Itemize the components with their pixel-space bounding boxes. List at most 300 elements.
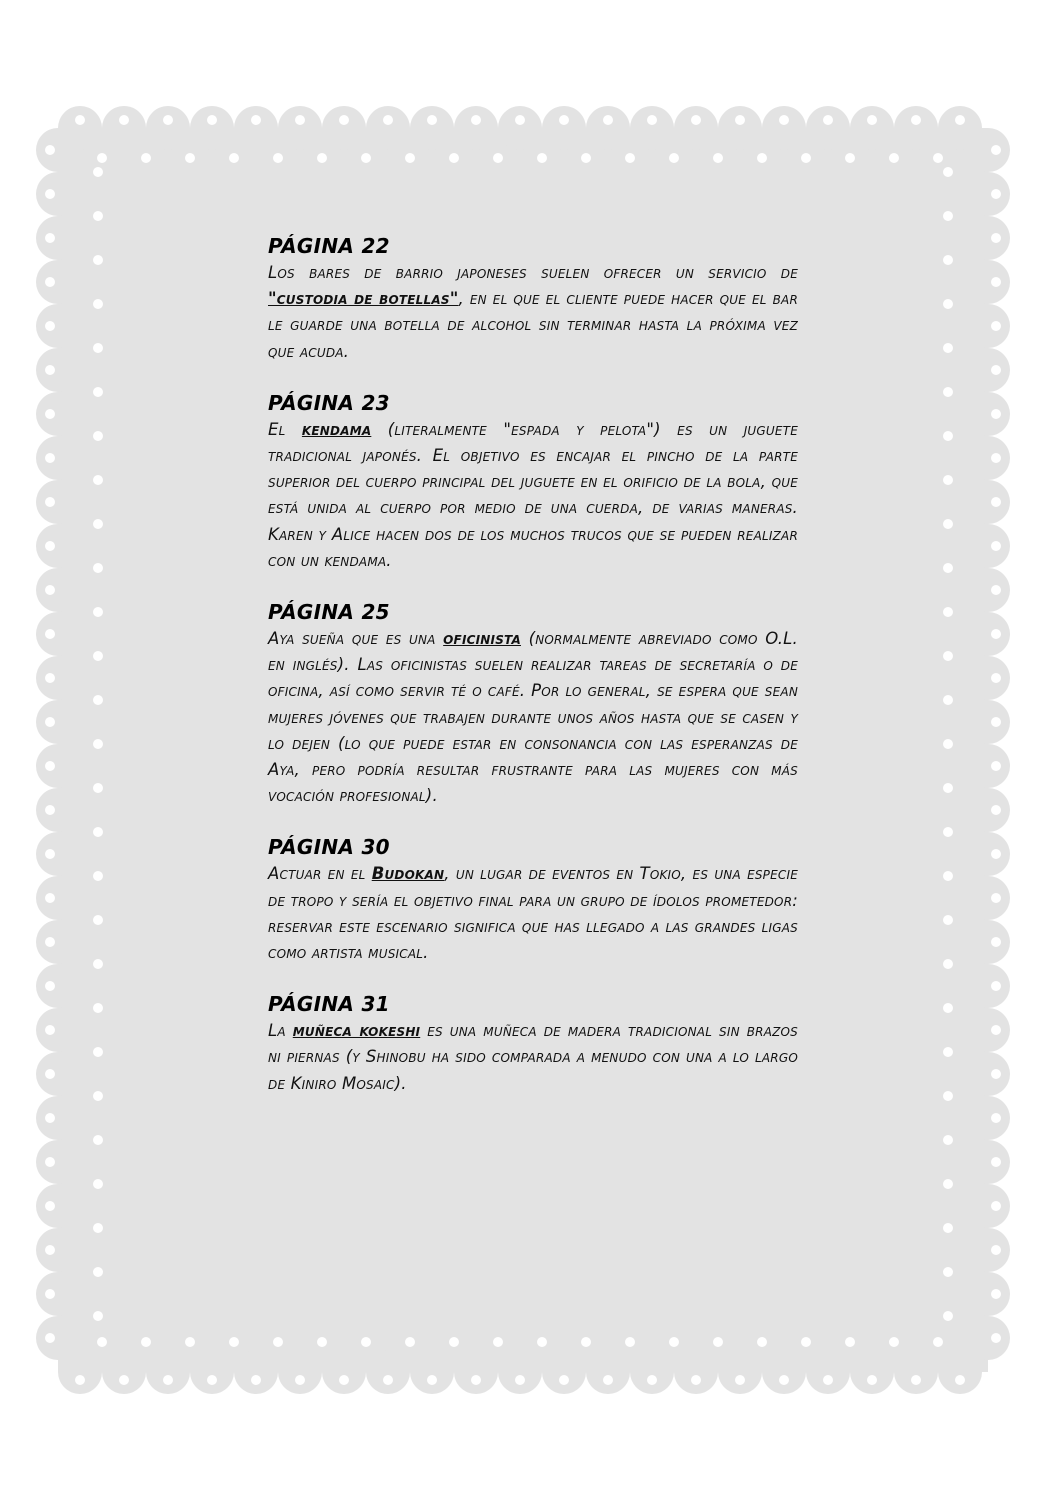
eyelet-hole [845, 1337, 855, 1347]
eyelet-hole [93, 959, 103, 969]
frame-scallop [36, 524, 80, 568]
eyelet-hole [943, 1179, 953, 1189]
frame-scallop [36, 568, 80, 612]
eyelet-hole [93, 255, 103, 265]
eyelet-hole [991, 629, 1001, 639]
eyelet-hole [97, 153, 107, 163]
frame-scallop [966, 1140, 1010, 1184]
frame-scallop [966, 260, 1010, 304]
eyelet-hole [991, 541, 1001, 551]
eyelet-hole [991, 1069, 1001, 1079]
eyelet-hole [943, 651, 953, 661]
frame-scallop [36, 656, 80, 700]
frame-scallop [966, 348, 1010, 392]
frame-scallop [718, 106, 762, 150]
eyelet-hole [943, 563, 953, 573]
frame-scallop [36, 832, 80, 876]
eyelet-hole [779, 115, 789, 125]
note-heading: PÁGINA 30 [268, 835, 390, 860]
frame-scallop [146, 106, 190, 150]
note-section [268, 598, 798, 809]
frame-scallop [806, 106, 850, 150]
eyelet-hole [581, 1337, 591, 1347]
eyelet-hole [45, 233, 55, 243]
frame-scallop [322, 1350, 366, 1394]
emphasized-term: "custodia de botellas" [268, 289, 459, 309]
eyelet-hole [471, 115, 481, 125]
frame-scallop [938, 1350, 982, 1394]
eyelet-hole [493, 1337, 503, 1347]
eyelet-hole [45, 585, 55, 595]
eyelet-hole [603, 1375, 613, 1385]
eyelet-hole [93, 1091, 103, 1101]
emphasized-term: muñeca kokeshi [292, 1021, 421, 1041]
frame-scallop [454, 1350, 498, 1394]
eyelet-hole [515, 1375, 525, 1385]
eyelet-hole [625, 153, 635, 163]
eyelet-hole [943, 343, 953, 353]
frame-scallop [966, 568, 1010, 612]
eyelet-hole [141, 1337, 151, 1347]
frame-scallop [966, 920, 1010, 964]
frame-scallop [102, 1350, 146, 1394]
frame-scallop [102, 106, 146, 150]
eyelet-hole [911, 1375, 921, 1385]
eyelet-hole [991, 761, 1001, 771]
eyelet-hole [867, 1375, 877, 1385]
eyelet-hole [647, 115, 657, 125]
frame-scallop [36, 920, 80, 964]
eyelet-hole [943, 607, 953, 617]
eyelet-hole [991, 849, 1001, 859]
eyelet-hole [943, 871, 953, 881]
eyelet-hole [45, 145, 55, 155]
frame-scallop [966, 392, 1010, 436]
eyelet-hole [45, 1289, 55, 1299]
eyelet-hole [45, 365, 55, 375]
eyelet-hole [383, 115, 393, 125]
frame-scallop [190, 1350, 234, 1394]
note-text: (normalmente abreviado como O.L. en inglés). Las oficinistas suelen realizar tareas de secretaría o de oficina, así como servir té o café. Por lo general, se espera que sean mujeres jóvenes que trabajen durante unos años hasta que se casen y lo dejen (lo que puede estar en consonancia con las esperanzas de Aya, pero podría resultar frustrante para las mujeres con más vocación profesional). [268, 629, 799, 806]
frame-scallop [966, 524, 1010, 568]
note-text: El [268, 419, 302, 439]
eyelet-hole [119, 115, 129, 125]
eyelet-hole [93, 475, 103, 485]
eyelet-hole [889, 153, 899, 163]
eyelet-hole [45, 673, 55, 683]
eyelet-hole [757, 1337, 767, 1347]
eyelet-hole [735, 115, 745, 125]
eyelet-hole [427, 115, 437, 125]
frame-scallop [36, 1140, 80, 1184]
frame-scallop [966, 656, 1010, 700]
eyelet-hole [991, 1245, 1001, 1255]
eyelet-hole [93, 1003, 103, 1013]
eyelet-hole [991, 893, 1001, 903]
eyelet-hole [713, 1337, 723, 1347]
frame-scallop [762, 106, 806, 150]
eyelet-hole [45, 277, 55, 287]
frame-scallop [762, 1350, 806, 1394]
frame-scallop [966, 788, 1010, 832]
eyelet-hole [93, 1135, 103, 1145]
eyelet-hole [207, 1375, 217, 1385]
eyelet-hole [943, 1091, 953, 1101]
frame-scallop [36, 304, 80, 348]
eyelet-hole [427, 1375, 437, 1385]
eyelet-hole [45, 541, 55, 551]
eyelet-hole [991, 805, 1001, 815]
eyelet-hole [867, 115, 877, 125]
eyelet-hole [45, 761, 55, 771]
eyelet-hole [911, 115, 921, 125]
eyelet-hole [45, 981, 55, 991]
eyelet-hole [991, 233, 1001, 243]
note-section [268, 833, 798, 966]
eyelet-hole [943, 1267, 953, 1277]
note-body [268, 417, 798, 574]
note-text: , en el que el cliente puede hacer que el bar le guarde una botella de alcohol sin terminar hasta la próxima vez que acuda. [268, 289, 798, 361]
eyelet-hole [45, 717, 55, 727]
frame-scallop [966, 436, 1010, 480]
eyelet-hole [991, 453, 1001, 463]
eyelet-hole [991, 1333, 1001, 1343]
eyelet-hole [801, 1337, 811, 1347]
frame-scallop [36, 1228, 80, 1272]
note-text: Aya sueña que es una [268, 629, 444, 649]
note-heading: PÁGINA 22 [268, 234, 390, 258]
eyelet-hole [93, 1047, 103, 1057]
eyelet-hole [943, 695, 953, 705]
frame-scallop [36, 436, 80, 480]
eyelet-hole [943, 211, 953, 221]
frame-scallop [966, 876, 1010, 920]
eyelet-hole [559, 1375, 569, 1385]
frame-scallop [36, 700, 80, 744]
eyelet-hole [45, 1069, 55, 1079]
eyelet-hole [251, 1375, 261, 1385]
eyelet-hole [405, 153, 415, 163]
eyelet-hole [93, 343, 103, 353]
eyelet-hole [991, 981, 1001, 991]
frame-scallop [278, 106, 322, 150]
frame-scallop [36, 128, 80, 172]
eyelet-hole [93, 871, 103, 881]
eyelet-hole [943, 519, 953, 529]
eyelet-hole [991, 365, 1001, 375]
eyelet-hole [691, 115, 701, 125]
eyelet-hole [45, 1201, 55, 1211]
frame-scallop [36, 964, 80, 1008]
eyelet-hole [991, 277, 1001, 287]
eyelet-hole [317, 153, 327, 163]
eyelet-hole [943, 1003, 953, 1013]
eyelet-hole [163, 115, 173, 125]
eyelet-hole [119, 1375, 129, 1385]
eyelet-hole [943, 1047, 953, 1057]
frame-scallop [966, 964, 1010, 1008]
eyelet-hole [515, 115, 525, 125]
eyelet-hole [991, 189, 1001, 199]
frame-scallop [966, 172, 1010, 216]
emphasized-term: Budokan [371, 864, 445, 884]
frame-scallop [966, 1008, 1010, 1052]
eyelet-hole [943, 387, 953, 397]
eyelet-hole [691, 1375, 701, 1385]
eyelet-hole [991, 1157, 1001, 1167]
frame-scallop [36, 612, 80, 656]
frame-scallop [36, 1096, 80, 1140]
eyelet-hole [273, 1337, 283, 1347]
frame-scallop [36, 1316, 80, 1360]
eyelet-hole [361, 153, 371, 163]
eyelet-hole [93, 299, 103, 309]
eyelet-hole [537, 1337, 547, 1347]
frame-scallop [966, 1316, 1010, 1360]
note-body [268, 260, 798, 365]
frame-scallop [322, 106, 366, 150]
frame-scallop [36, 1272, 80, 1316]
eyelet-hole [141, 153, 151, 163]
note-text: La [268, 1021, 293, 1041]
eyelet-hole [207, 115, 217, 125]
frame-scallop [966, 1184, 1010, 1228]
frame-scallop [966, 216, 1010, 260]
frame-scallop [966, 480, 1010, 524]
eyelet-hole [45, 497, 55, 507]
frame-scallop [234, 1350, 278, 1394]
eyelet-hole [991, 145, 1001, 155]
frame-scallop [36, 216, 80, 260]
eyelet-hole [45, 1113, 55, 1123]
eyelet-hole [45, 629, 55, 639]
note-text: es una muñeca de madera tradicional sin brazos ni piernas (y Shinobu ha sido comparada a menudo con una a lo largo de Kiniro Mosaic). [268, 1021, 798, 1093]
eyelet-hole [991, 321, 1001, 331]
note-heading: PÁGINA 23 [268, 390, 390, 415]
frame-scallop [674, 1350, 718, 1394]
eyelet-hole [93, 607, 103, 617]
frame-scallop [36, 744, 80, 788]
eyelet-hole [991, 1025, 1001, 1035]
eyelet-hole [295, 1375, 305, 1385]
eyelet-hole [339, 115, 349, 125]
frame-scallop [850, 1350, 894, 1394]
eyelet-hole [991, 937, 1001, 947]
frame-scallop [966, 832, 1010, 876]
eyelet-hole [713, 153, 723, 163]
frame-scallop [966, 304, 1010, 348]
frame-scallop [718, 1350, 762, 1394]
eyelet-hole [991, 1113, 1001, 1123]
eyelet-hole [45, 189, 55, 199]
eyelet-hole [93, 167, 103, 177]
frame-scallop [966, 744, 1010, 788]
frame-scallop [586, 1350, 630, 1394]
frame-scallop [366, 1350, 410, 1394]
eyelet-hole [845, 153, 855, 163]
eyelet-hole [45, 849, 55, 859]
frame-scallop [806, 1350, 850, 1394]
frame-scallop [36, 348, 80, 392]
frame-scallop [36, 392, 80, 436]
eyelet-hole [943, 959, 953, 969]
eyelet-hole [943, 1311, 953, 1321]
eyelet-hole [933, 153, 943, 163]
frame-scallop [894, 1350, 938, 1394]
eyelet-hole [493, 153, 503, 163]
eyelet-hole [45, 937, 55, 947]
eyelet-hole [943, 783, 953, 793]
frame-scallop [630, 106, 674, 150]
eyelet-hole [93, 1223, 103, 1233]
frame-scallop [850, 106, 894, 150]
frame-scallop [146, 1350, 190, 1394]
eyelet-hole [943, 827, 953, 837]
emphasized-term: oficinista [443, 629, 521, 649]
eyelet-hole [93, 563, 103, 573]
eyelet-hole [943, 475, 953, 485]
eyelet-hole [603, 115, 613, 125]
note-text: (literalmente "espada y pelota") es un juguete tradicional japonés. El objetivo es encajar el pincho de la parte superior del cuerpo principal del juguete en el orificio de la bola, que está unida al cuerpo por medio de una cuerda, de varias maneras. Karen y Alice hacen dos de los muchos trucos que se pueden realizar con un kendama. [268, 419, 798, 570]
eyelet-hole [449, 1337, 459, 1347]
eyelet-hole [75, 1375, 85, 1385]
note-section [268, 232, 798, 365]
eyelet-hole [45, 1245, 55, 1255]
frame-scallop [36, 1052, 80, 1096]
note-text: Actuar en el [268, 864, 372, 884]
eyelet-hole [383, 1375, 393, 1385]
frame-scallop [498, 1350, 542, 1394]
frame-scallop [410, 106, 454, 150]
frame-scallop [966, 1272, 1010, 1316]
eyelet-hole [823, 1375, 833, 1385]
eyelet-hole [943, 167, 953, 177]
frame-scallop [498, 106, 542, 150]
eyelet-hole [45, 453, 55, 463]
frame-scallop [36, 480, 80, 524]
eyelet-hole [889, 1337, 899, 1347]
note-section [268, 990, 798, 1097]
eyelet-hole [93, 695, 103, 705]
eyelet-hole [45, 321, 55, 331]
eyelet-hole [45, 805, 55, 815]
note-body [268, 626, 798, 809]
frame-scallop [278, 1350, 322, 1394]
eyelet-hole [735, 1375, 745, 1385]
frame-scallop [966, 700, 1010, 744]
eyelet-hole [317, 1337, 327, 1347]
note-heading: PÁGINA 25 [268, 600, 390, 625]
eyelet-hole [45, 893, 55, 903]
eyelet-hole [45, 1333, 55, 1343]
eyelet-hole [45, 1025, 55, 1035]
frame-scallop [966, 1228, 1010, 1272]
note-body [268, 1018, 798, 1097]
eyelet-hole [449, 153, 459, 163]
eyelet-hole [185, 153, 195, 163]
eyelet-hole [93, 387, 103, 397]
eyelet-hole [955, 115, 965, 125]
eyelet-hole [991, 409, 1001, 419]
frame-scallop [630, 1350, 674, 1394]
frame-scallop [542, 1350, 586, 1394]
frame-scallop [234, 106, 278, 150]
frame-scallop [36, 172, 80, 216]
frame-scallop [966, 1096, 1010, 1140]
frame-scallop [966, 1052, 1010, 1096]
frame-scallop [966, 612, 1010, 656]
eyelet-hole [647, 1375, 657, 1385]
eyelet-hole [471, 1375, 481, 1385]
eyelet-hole [273, 153, 283, 163]
eyelet-hole [757, 153, 767, 163]
eyelet-hole [943, 299, 953, 309]
frame-scallop [36, 260, 80, 304]
eyelet-hole [45, 409, 55, 419]
frame-scallop [674, 106, 718, 150]
eyelet-hole [991, 673, 1001, 683]
eyelet-hole [251, 115, 261, 125]
eyelet-hole [933, 1337, 943, 1347]
eyelet-hole [943, 1135, 953, 1145]
frame-scallop [542, 106, 586, 150]
eyelet-hole [559, 115, 569, 125]
emphasized-term: kendama [301, 419, 372, 439]
eyelet-hole [45, 1157, 55, 1167]
eyelet-hole [943, 431, 953, 441]
eyelet-hole [581, 153, 591, 163]
eyelet-hole [537, 153, 547, 163]
eyelet-hole [185, 1337, 195, 1347]
eyelet-hole [991, 717, 1001, 727]
eyelet-hole [229, 1337, 239, 1347]
eyelet-hole [625, 1337, 635, 1347]
eyelet-hole [93, 519, 103, 529]
eyelet-hole [75, 115, 85, 125]
eyelet-hole [361, 1337, 371, 1347]
frame-scallop [586, 106, 630, 150]
eyelet-hole [943, 739, 953, 749]
eyelet-hole [991, 497, 1001, 507]
eyelet-hole [823, 115, 833, 125]
frame-scallop [894, 106, 938, 150]
eyelet-hole [779, 1375, 789, 1385]
eyelet-hole [295, 115, 305, 125]
frame-scallop [36, 1008, 80, 1052]
eyelet-hole [93, 915, 103, 925]
frame-scallop [36, 1184, 80, 1228]
eyelet-hole [991, 1201, 1001, 1211]
eyelet-hole [955, 1375, 965, 1385]
eyelet-hole [405, 1337, 415, 1347]
translation-notes [268, 232, 798, 1121]
note-text: , un lugar de eventos en Tokio, es una especie de tropo y sería el objetivo final para un grupo de ídolos prometedor: reservar este escenario significa que has llegado a las grandes ligas como artista musical. [268, 864, 798, 963]
eyelet-hole [97, 1337, 107, 1347]
note-heading: PÁGINA 31 [268, 992, 390, 1017]
eyelet-hole [801, 153, 811, 163]
note-body [268, 861, 798, 966]
eyelet-hole [229, 153, 239, 163]
eyelet-hole [93, 1311, 103, 1321]
frame-scallop [966, 128, 1010, 172]
frame-scallop [36, 876, 80, 920]
eyelet-hole [93, 739, 103, 749]
eyelet-hole [93, 827, 103, 837]
eyelet-hole [163, 1375, 173, 1385]
eyelet-hole [991, 585, 1001, 595]
eyelet-hole [991, 1289, 1001, 1299]
frame-scallop [36, 788, 80, 832]
